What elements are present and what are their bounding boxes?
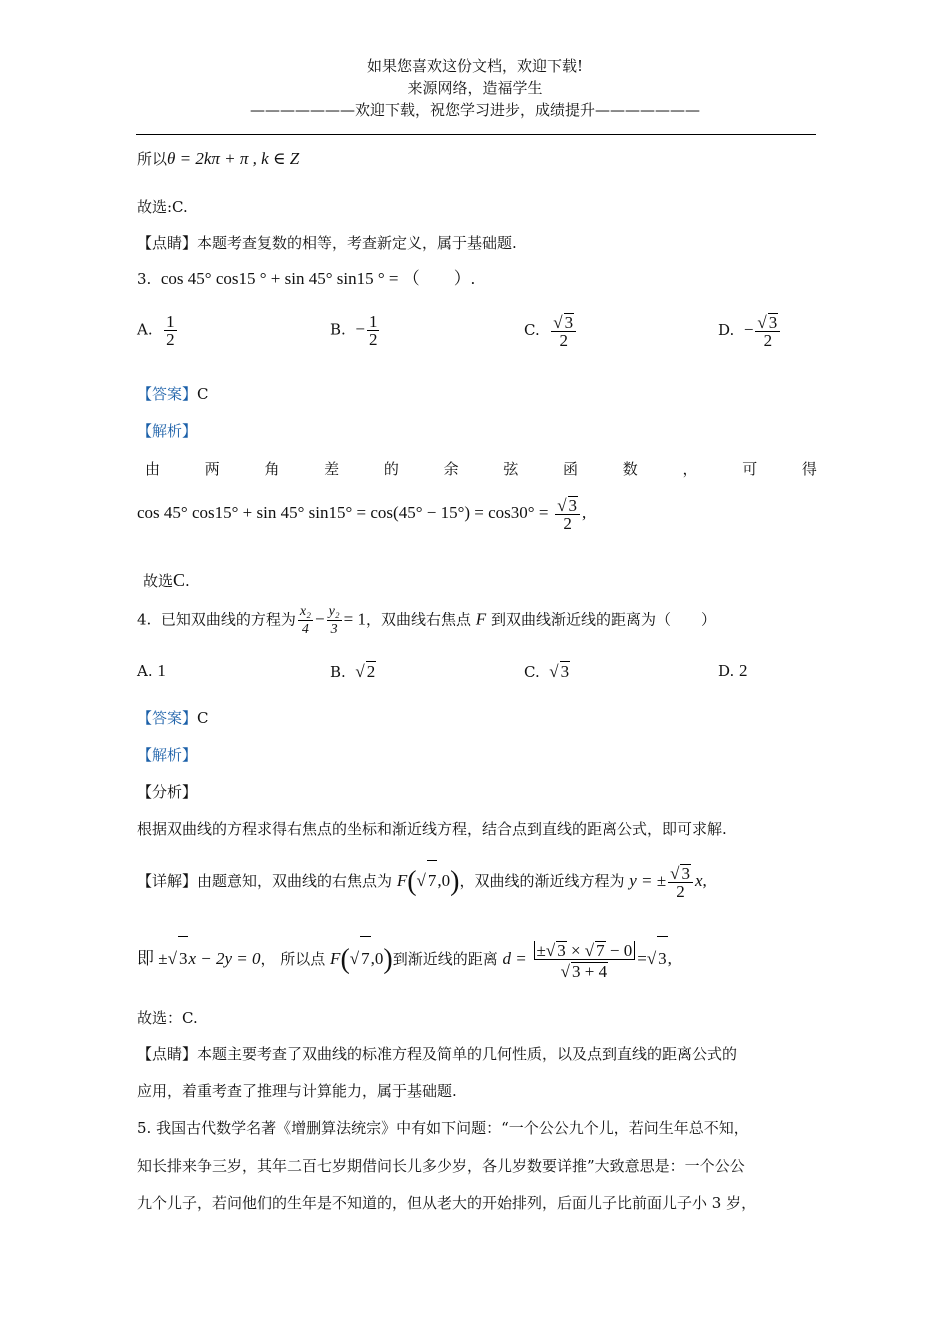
q4-y-fraction: $\frac{\text{y₂}}{3}$ — [328, 604, 340, 637]
q3-analysis-tag: 【解析】 — [137, 422, 198, 440]
q3-choice: 故选C. — [143, 570, 190, 590]
q4-option-a: A. 1 — [137, 661, 166, 680]
q3-option-c: C. $\frac{√ 3}{2}$ — [524, 313, 578, 349]
q4-option-d: D. 2 — [718, 661, 748, 680]
header-line-2: 来源网络，造福学生 — [407, 79, 543, 97]
q4-answer: 【答案】C — [137, 709, 209, 727]
header-rule — [136, 134, 816, 135]
q3-option-a-fraction: $\frac{1}{2}$ — [166, 312, 175, 349]
q3-option-d: D. − $\frac{√ 3}{2}$ — [718, 313, 782, 349]
q3-calculation: cos 45° cos15° + sin 45° sin15° = cos(45° − 15°) = cos30° = $\frac{√ 3}{2}$ , — [137, 496, 587, 533]
q5-line-1: 5. 我国古代数学名著《增删算法统宗》中有如下问题：“一个公公九个儿，若问生年总不知， — [137, 1119, 749, 1137]
q3-stem: 3. cos 45° cos15 ° + sin 45° sin15 ° = （ ）. — [137, 269, 475, 288]
q4-detail-line-2: 即 ±√ 3x − 2y = 0， 所以点 F(√ 7,0)到渐近线的距离 d = $\frac{\pm√ 3 \times √ 7 - 0}{√ 3 + 4}$ =√ 3, — [137, 936, 672, 982]
q4-fenxi-tag: 【分析】 — [137, 783, 198, 801]
q4-detail-line-1: 【详解】由题意知，双曲线的右焦点为 F(√ 7,0)，双曲线的渐近线方程为 y = ± $\frac{√ 3}{2}$ x, — [137, 860, 707, 902]
q4-choice: 故选：C. — [137, 1009, 198, 1027]
prev-comment: 【点睛】本题考查复数的相等，考查新定义，属于基础题. — [137, 234, 517, 252]
q3-option-b-fraction: $\frac{1}{2}$ — [368, 312, 378, 349]
q3-option-a: A. $\frac{1}{2}$ — [137, 312, 175, 349]
q4-comment-1: 【点睛】本题主要考查了双曲线的标准方程及简单的几何性质，以及点到直线的距离公式的 — [137, 1045, 738, 1063]
q3-analysis-text: 由 两 角 差 的 余 弦 函 数 ， 可 得 — [145, 460, 817, 478]
q3-answer: 【答案】C — [137, 385, 209, 403]
q4-option-c: C. √ 3 — [524, 662, 570, 681]
header-line-3: ———————欢迎下载，祝您学习进步，成绩提升——————— — [249, 101, 700, 119]
q5-line-2: 知长排来争三岁，其年二百七岁期借问长儿多少岁，各儿岁数要详推”大致意思是：一个公公 — [137, 1157, 745, 1175]
theta-equation: θ = 2kπ + π , k ∈ Z — [167, 149, 300, 168]
q4-analysis-tag: 【解析】 — [137, 746, 198, 764]
answer-tag: 【答案】 — [137, 385, 198, 403]
header-line-1: 如果您喜欢这份文档，欢迎下载! — [366, 57, 584, 75]
q3-option-d-fraction: $\frac{√ 3}{2}$ — [755, 313, 780, 349]
q4-distance-fraction: $\frac{\pm√ 3 \times √ 7 - 0}{√ 3 + 4}$ — [534, 941, 636, 980]
q4-asymptote-fraction: $\frac{√ 3}{2}$ — [668, 864, 693, 900]
prev-choice: 故选:C. — [137, 198, 188, 216]
theta-result: 所以θ = 2kπ + π , k ∈ Z — [137, 149, 300, 168]
q4-fenxi-text: 根据双曲线的方程求得右焦点的坐标和渐近线方程，结合点到直线的距离公式，即可求解. — [137, 820, 727, 838]
q3-option-b: B. − $\frac{1}{2}$ — [330, 312, 378, 349]
q3-option-c-fraction: $\frac{√ 3}{2}$ — [551, 313, 576, 349]
q4-x-fraction: $\frac{\text{x₂}}{4}$ — [299, 604, 311, 637]
q3-calc-fraction: $\frac{√ 3}{2}$ — [555, 496, 580, 532]
q3-expression: cos 45° cos15 ° + sin 45° sin15 ° = （ ）. — [160, 269, 475, 288]
q5-line-3: 九个儿子，若问他们的生年是不知道的，但从老大的开始排列，后面儿子比前面儿子小 3 岁， — [137, 1194, 757, 1212]
answer-tag: 【答案】 — [137, 709, 198, 727]
q4-comment-2: 应用，着重考查了推理与计算能力，属于基础题. — [137, 1082, 457, 1100]
q4-stem: 4. 已知双曲线的方程为 $\frac{\text{x₂}}{4}$ − $\frac{\text{y₂}}{3}$ = 1，双曲线右焦点 F 到双曲线渐近线的距离为（ ） — [137, 604, 716, 637]
q4-option-b: B. √ 2 — [330, 662, 376, 681]
